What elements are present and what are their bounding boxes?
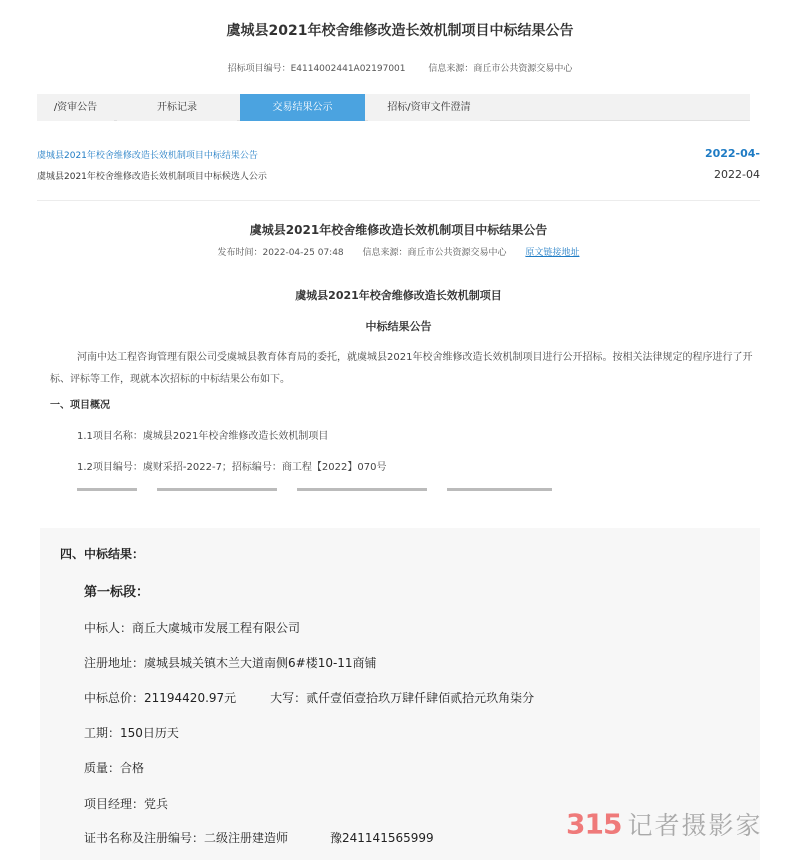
project-header-panel [0,0,800,200]
award-section-heading: 四、中标结果： [60,547,145,561]
project-name-line: 1.1项目名称：虞城县2021年校舍维修改造长效机制项目 [77,431,329,442]
watermark-number: 315 [566,807,622,841]
period-line: 工期：150日历天 [84,726,179,740]
notice-meta [37,245,760,258]
publish-time: 发布时间：2022-04-25 07:48 [217,248,344,258]
certificate-name: 证书名称及注册编号：二级注册建造师 [84,831,289,845]
price-amount: 中标总价：21194420.97元 [84,691,237,705]
manager-line: 项目经理：党兵 [84,797,169,811]
price-in-words: 大写：贰仟壹佰壹拾玖万肆仟肆佰贰拾元玖角柒分 [270,691,535,705]
tab-bar [37,94,750,121]
list-item-title-link[interactable]: 虞城县2021年校舍维修改造长效机制项目中标结果公告 [37,151,258,161]
notice-heading-result: 中标结果公告 [365,320,432,333]
lot-heading: 第一标段： [84,585,150,600]
list-item-title-link[interactable]: 虞城县2021年校舍维修改造长效机制项目中标候选人公示 [37,172,267,182]
notice-heading-project: 虞城县2021年校舍维修改造长效机制项目 [295,289,502,302]
certificate-number: 豫241141565999 [330,831,434,845]
watermark-text: 记者摄影家 [627,811,763,840]
notice-detail-panel [37,200,760,490]
list-item-date: 2022-04 [714,168,760,181]
tab-qualification-notice[interactable]: /资审公告 [37,94,114,121]
quality-line: 质量：合格 [84,761,145,775]
notice-info-source: 信息来源：商丘市公共资源交易中心 [362,248,507,258]
cropped-text-line [77,485,577,491]
address-line: 注册地址：虞城县城关镇木兰大道南侧6#楼10-11商铺 [84,656,377,670]
project-number-line: 1.2项目编号：虞财采招-2022-7；招标编号：商工程【2022】070号 [77,462,387,473]
notice-intro: 河南中达工程咨询管理有限公司受虞城县教育体育局的委托，就虞城县2021年校舍维修改造长效机制项目进行公开招标。按相关法律规定的程序进行了开标、评标等工作，现就本次招标的中标结果公布如下。 [50,352,753,385]
original-link[interactable]: 原文链接地址 [525,248,580,258]
project-meta [0,61,800,74]
price-line [84,689,534,706]
tab-bid-opening-record[interactable]: 开标记录 [117,94,237,121]
certificate-line [84,829,434,846]
notice-title: 虞城县2021年校舍维修改造长效机制项目中标结果公告 [249,223,548,237]
winner-line: 中标人：商丘大虞城市发展工程有限公司 [84,621,301,635]
info-source: 信息来源：商丘市公共资源交易中心 [428,64,573,74]
tab-trade-result[interactable]: 交易结果公示 [240,94,365,121]
project-title: 虞城县2021年校舍维修改造长效机制项目中标结果公告 [226,23,574,39]
section-overview-heading: 一、项目概况 [50,400,110,411]
tab-document-clarification[interactable]: 招标/资审文件澄清 [368,94,490,121]
project-code: 招标项目编号：E4114002441A02197001 [227,64,406,74]
list-item-date: 2022-04- [704,147,760,160]
watermark-logo [566,806,762,842]
